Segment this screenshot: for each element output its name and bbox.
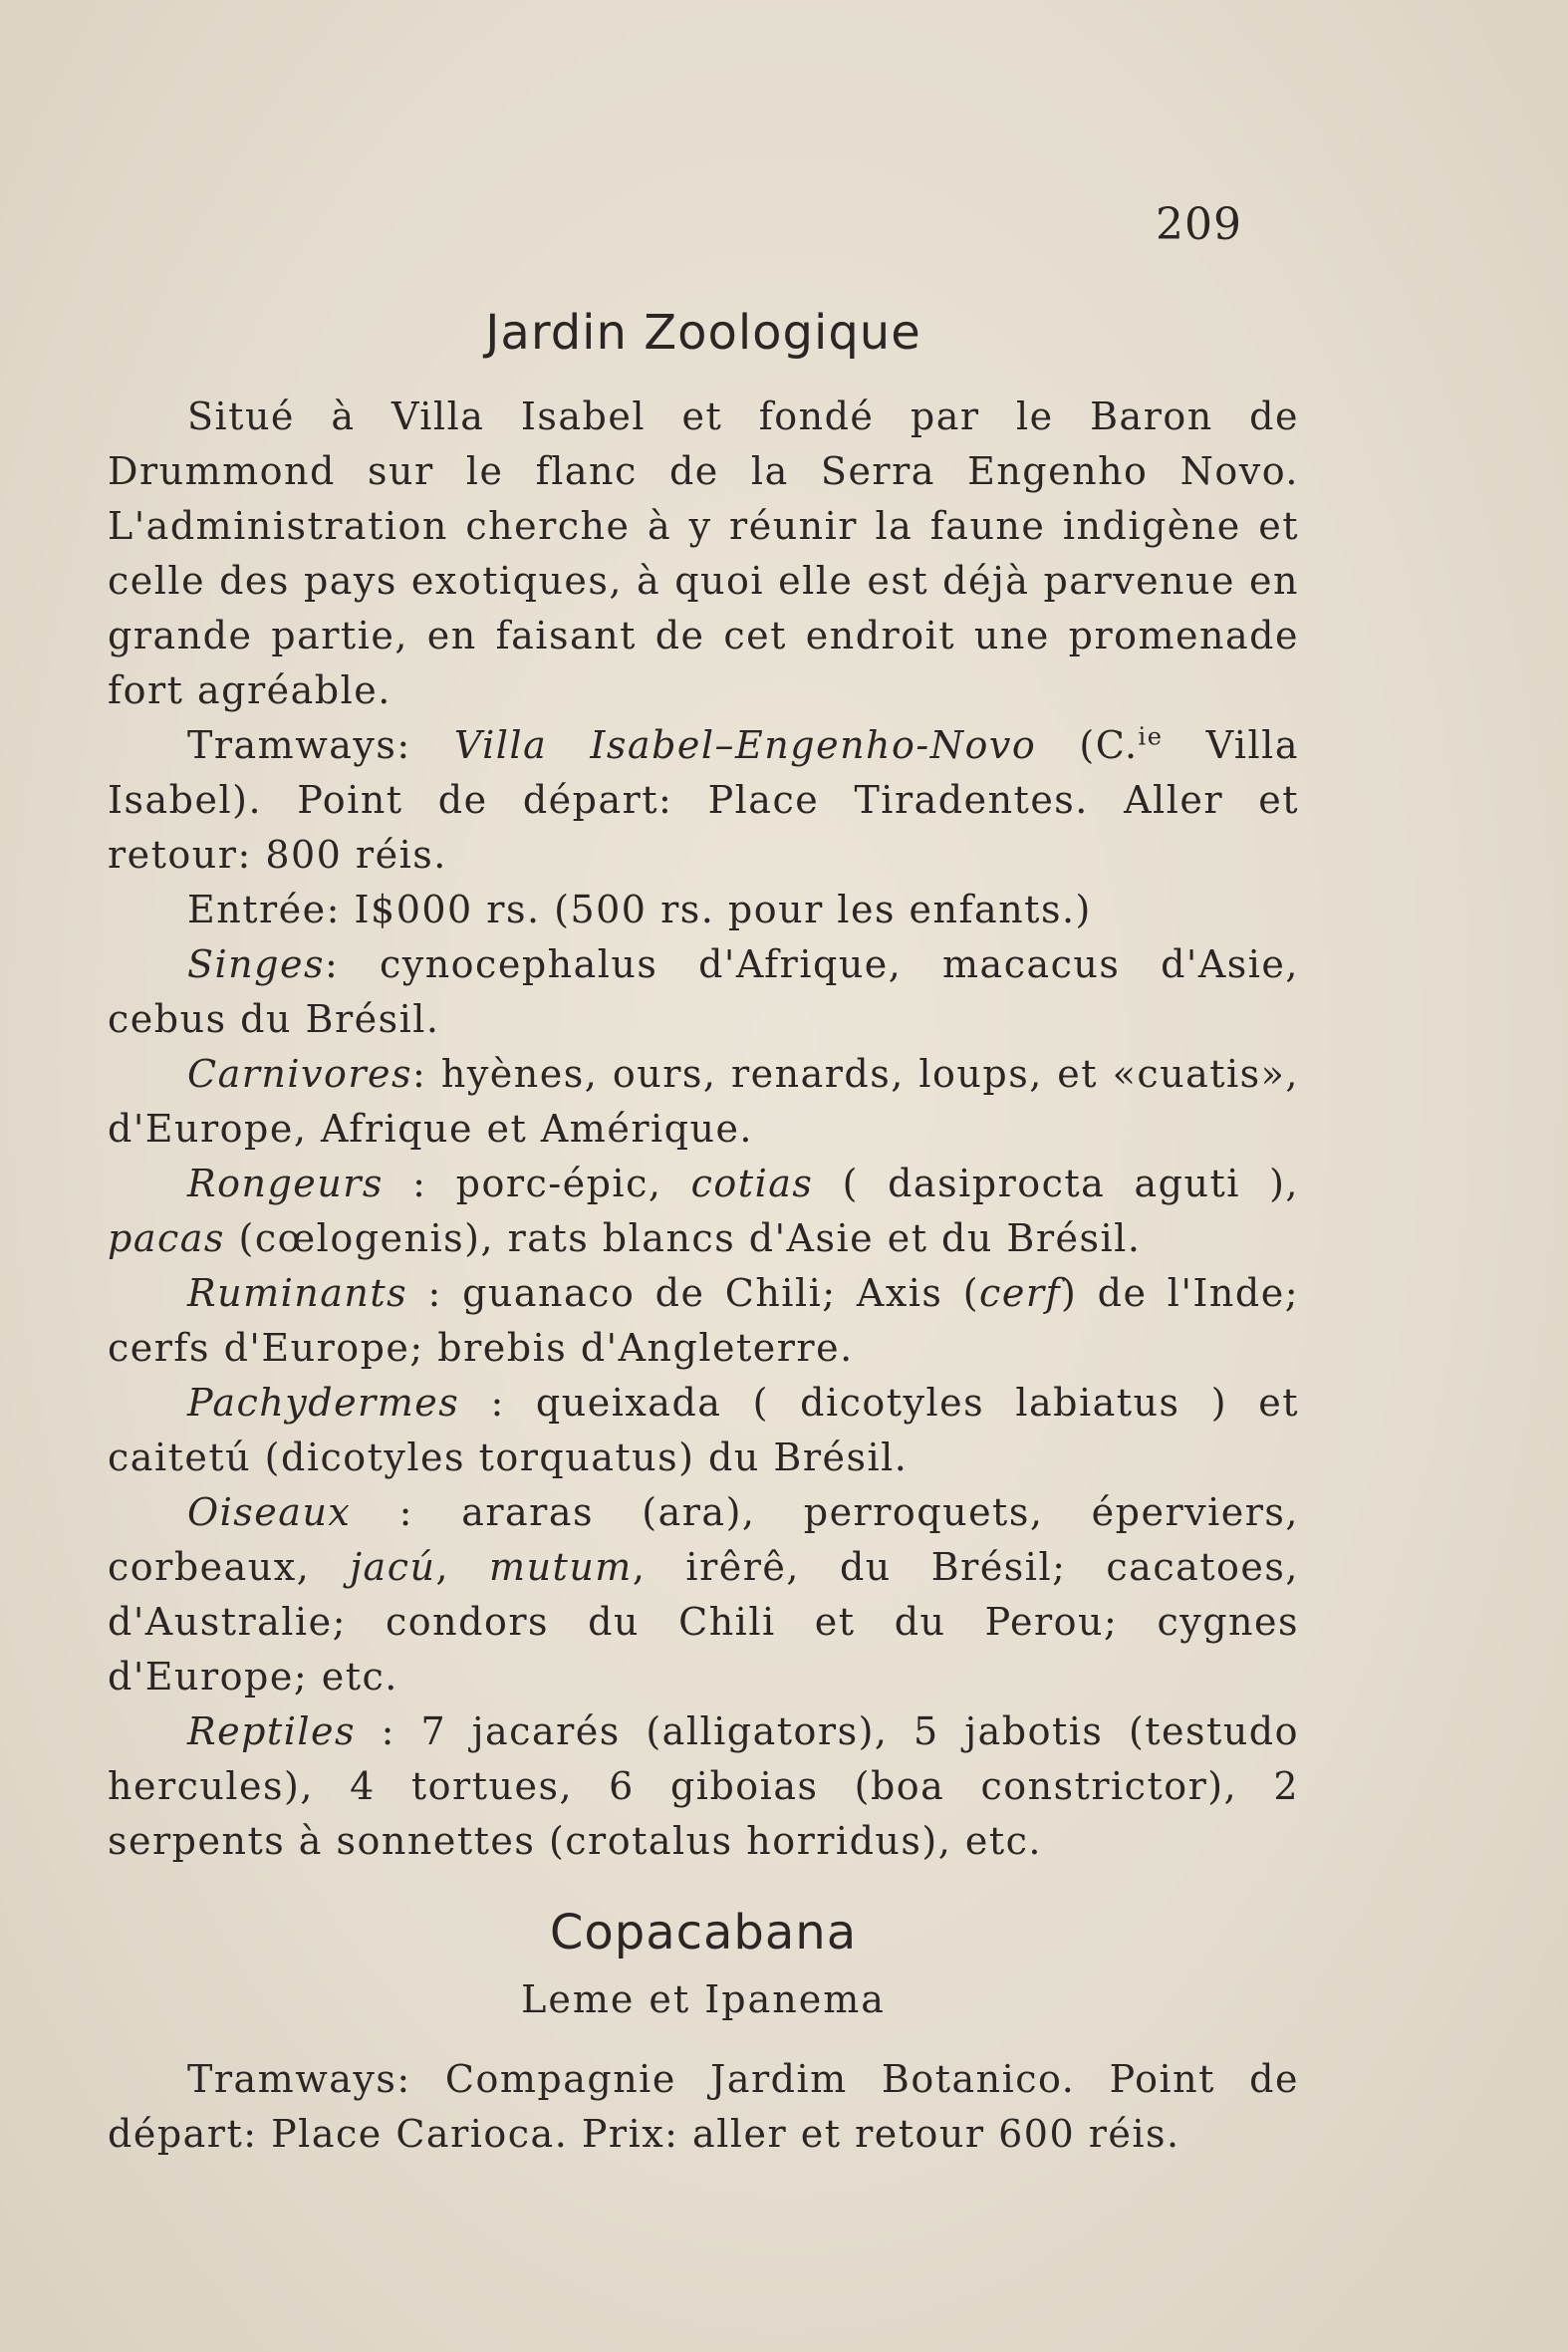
zoo-tramways-paragraph — [108, 718, 1299, 883]
zoo-entry-paragraph: Entrée: I$000 rs. (500 rs. pour les enfants.) — [187, 888, 1092, 931]
ruminants-label: Ruminants — [187, 1271, 408, 1315]
oiseaux-text-2: , — [435, 1545, 490, 1589]
pachydermes-label: Pachydermes — [187, 1381, 460, 1425]
zoo-section-body — [108, 390, 1299, 1869]
copacabana-section-body — [108, 2052, 1299, 2162]
rongeurs-italic-2: pacas — [108, 1216, 225, 1260]
animals-pachydermes — [108, 1376, 1299, 1485]
page-number: 209 — [1156, 199, 1242, 250]
section-title-zoo: Jardin Zoologique — [485, 305, 921, 361]
rongeurs-text-2: ( dasiprocta aguti ), — [813, 1162, 1299, 1205]
tramway-company-superscript: ie — [1138, 722, 1164, 751]
zoo-intro-paragraph: Situé à Villa Isabel et fondé par le Baron de Drummond sur le flanc de la Serra Engenho Novo. L'administration cherche à y réunir la faune indigène et celle des pays exotiques, à quoi elle est déjà parvenue en grande partie, en faisant de cet endroit une promenade fort agréable. — [108, 394, 1299, 712]
ruminants-italic-1: cerf — [979, 1271, 1062, 1315]
carnivores-text: : hyènes, ours, renards, loups, et «cuatis», d'Europe, Afrique et Amérique. — [108, 1052, 1299, 1151]
section-title-copacabana: Copacabana — [549, 1905, 858, 1960]
tramways-label: Tramways: — [187, 723, 454, 767]
oiseaux-text-1: : araras (ara), perroquets, éperviers, corbeaux, — [108, 1490, 1299, 1589]
oiseaux-label: Oiseaux — [187, 1490, 352, 1534]
copacabana-tramways-paragraph: Tramways: Compagnie Jardim Botanico. Point de départ: Place Carioca. Prix: aller et retour 600 réis. — [108, 2057, 1299, 2156]
animals-rongeurs — [108, 1157, 1299, 1266]
carnivores-label: Carnivores — [187, 1052, 413, 1096]
oiseaux-italic-2: mutum — [489, 1545, 633, 1589]
tramway-line-name: Villa Isabel–Engenho-Novo — [453, 723, 1037, 767]
pachydermes-text: : queixada ( dicotyles labiatus ) et caitetú (dicotyles torquatus) du Brésil. — [108, 1381, 1299, 1479]
ruminants-text-1: : guanaco de Chili; Axis ( — [407, 1271, 980, 1315]
rongeurs-italic-1: cotias — [690, 1162, 814, 1205]
oiseaux-italic-1: jacú — [350, 1545, 436, 1589]
rongeurs-label: Rongeurs — [187, 1162, 384, 1205]
reptiles-text: : 7 jacarés (alligators), 5 jabotis (testudo hercules), 4 tortues, 6 giboias (boa constrictor), 2 serpents à sonnettes (crotalus horridus), etc. — [108, 1709, 1299, 1863]
oiseaux-text-3: , irêrê, du Brésil; cacatoes, d'Australie; condors du Chili et du Perou; cygnes d'Europe; etc. — [108, 1545, 1299, 1699]
animals-singes — [108, 937, 1299, 1047]
singes-text: : cynocephalus d'Afrique, macacus d'Asie, cebus du Brésil. — [108, 942, 1299, 1041]
singes-label: Singes — [187, 942, 325, 986]
rongeurs-text-1: : porc-épic, — [383, 1162, 691, 1205]
tramway-company-open: (C. — [1036, 723, 1139, 767]
tramway-details: Villa Isabel). Point de départ: Place Tiradentes. Aller et retour: 800 réis. — [108, 723, 1299, 877]
animals-reptiles — [108, 1704, 1299, 1869]
reptiles-label: Reptiles — [187, 1709, 356, 1753]
animals-carnivores — [108, 1047, 1299, 1157]
animals-ruminants — [108, 1266, 1299, 1376]
animals-oiseaux — [108, 1485, 1299, 1704]
ruminants-text-2: ) de l'Inde; cerfs d'Europe; brebis d'Angleterre. — [108, 1271, 1300, 1370]
section-subtitle-copacabana: Leme et Ipanema — [521, 1977, 886, 2021]
rongeurs-text-3: (cœlogenis), rats blancs d'Asie et du Brésil. — [224, 1216, 1142, 1260]
